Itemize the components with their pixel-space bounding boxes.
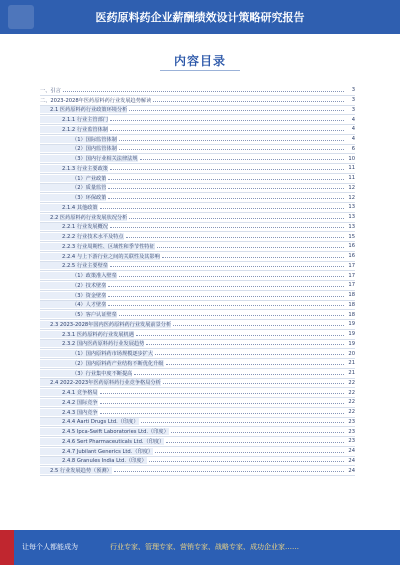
toc-row[interactable] — [40, 408, 355, 418]
toc-page-number: 17 — [348, 272, 355, 279]
toc-entry-label: 2.4.3 国内竞争 — [40, 409, 98, 416]
toc-entry-label: 2.4.8 Granules India Ltd.（印度） — [40, 457, 147, 464]
toc-page-number: 18 — [348, 292, 355, 299]
toc-entry-label: 2.3 2023-2028年国内医药原料药行业发展前景分析 — [40, 321, 171, 328]
toc-leader-dots — [155, 354, 344, 355]
toc-row[interactable] — [40, 115, 355, 125]
toc-entry-label: 2.4.7 Jubilant Generics Ltd.（印度） — [40, 448, 153, 455]
footer-left-text: 让每个人都能成为 — [22, 543, 78, 551]
toc-page-number: 4 — [351, 126, 355, 133]
page-footer — [0, 530, 400, 565]
header-title: 医药原料药企业薪酬绩效设计策略研究报告 — [95, 11, 305, 24]
toc-leader-dots — [114, 471, 344, 472]
toc-page-number: 11 — [348, 165, 355, 172]
toc-page-number: 10 — [348, 155, 355, 162]
toc-row[interactable] — [40, 457, 355, 467]
toc-page-number: 22 — [348, 379, 355, 386]
toc-row[interactable] — [40, 106, 355, 116]
logo-icon — [8, 5, 34, 29]
toc-leader-dots — [171, 432, 344, 433]
toc-page-number: 3 — [351, 97, 355, 104]
toc-page-number: 21 — [348, 360, 355, 367]
page-header — [0, 0, 400, 34]
toc-leader-dots — [173, 325, 344, 326]
toc-entry-label: 2.3.1 医药原料药行业发展机遇 — [40, 331, 134, 338]
toc-leader-dots — [149, 461, 344, 462]
toc-entry-label: （5）客户认证壁垒 — [40, 311, 117, 318]
toc-row[interactable] — [40, 437, 355, 447]
toc-page-number: 24 — [348, 467, 355, 474]
toc-page-number: 24 — [348, 457, 355, 464]
toc-page-number: 12 — [348, 184, 355, 191]
toc-page-number: 13 — [348, 214, 355, 221]
title-divider — [160, 70, 240, 71]
toc-leader-dots — [108, 198, 344, 199]
toc-row[interactable] — [40, 466, 355, 476]
toc-page-number: 22 — [348, 409, 355, 416]
toc-leader-dots — [100, 413, 344, 414]
toc-leader-dots — [110, 266, 344, 267]
toc-leader-dots — [119, 140, 344, 141]
toc-leader-dots — [100, 393, 344, 394]
toc-entry-label: （1）国际监管体制 — [40, 136, 117, 143]
toc-entry-label: 2.1.2 行业监管体制 — [40, 126, 108, 133]
toc-leader-dots — [110, 130, 344, 131]
toc-entry-label: （2）质量监管 — [40, 184, 106, 191]
toc-row[interactable] — [40, 223, 355, 233]
toc-entry-label: 2.2.3 行业周期性、区域性和季节性特征 — [40, 243, 155, 250]
table-of-contents — [40, 86, 355, 476]
toc-page-number: 20 — [348, 350, 355, 357]
toc-leader-dots — [119, 149, 344, 150]
toc-row[interactable] — [40, 154, 355, 164]
toc-entry-label: 2.4.2 国际竞争 — [40, 399, 98, 406]
toc-row[interactable] — [40, 418, 355, 428]
toc-page-number: 15 — [348, 233, 355, 240]
toc-page-number: 19 — [348, 321, 355, 328]
toc-row[interactable] — [40, 388, 355, 398]
toc-entry-label: 2.1.1 行业主管部门 — [40, 116, 108, 123]
toc-entry-label: 2.4.1 竞争格局 — [40, 389, 98, 396]
toc-entry-label: 2.1.4 其他政策 — [40, 204, 98, 211]
toc-leader-dots — [141, 422, 344, 423]
toc-page-number: 12 — [348, 194, 355, 201]
toc-row[interactable] — [40, 320, 355, 330]
toc-entry-label: 二、2023-2028年医药原料药行业发展趋势解读 — [40, 97, 152, 104]
toc-entry-label: （1）产业政策 — [40, 175, 106, 182]
toc-leader-dots — [100, 403, 344, 404]
toc-row[interactable] — [40, 398, 355, 408]
toc-row[interactable] — [40, 427, 355, 437]
toc-row[interactable] — [40, 349, 355, 359]
toc-leader-dots — [119, 276, 344, 277]
toc-entry-label: （2）技术壁垒 — [40, 282, 106, 289]
toc-leader-dots — [129, 218, 344, 219]
toc-entry-label: （3）行业集中度不断提高 — [40, 370, 132, 377]
toc-leader-dots — [129, 110, 344, 111]
toc-entry-label: （1）政策准入壁垒 — [40, 272, 117, 279]
toc-row[interactable] — [40, 369, 355, 379]
toc-row[interactable] — [40, 281, 355, 291]
toc-leader-dots — [63, 91, 344, 92]
toc-entry-label: 2.1.3 行业主要政策 — [40, 165, 108, 172]
toc-row[interactable] — [40, 232, 355, 242]
toc-leader-dots — [146, 344, 344, 345]
toc-page-number: 11 — [348, 175, 355, 182]
toc-row[interactable] — [40, 174, 355, 184]
toc-leader-dots — [110, 227, 344, 228]
toc-row[interactable] — [40, 184, 355, 194]
toc-row[interactable] — [40, 301, 355, 311]
toc-entry-label: （3）环保政策 — [40, 194, 106, 201]
toc-entry-label: 2.4.5 Ipca-Swift Laboratories Ltd.（印度） — [40, 428, 169, 435]
toc-page-number: 22 — [348, 399, 355, 406]
toc-entry-label: 2.5 行业发展趋势（预测） — [40, 467, 112, 474]
toc-entry-label: 2.4.4 Aarti Drugs Ltd.（印度） — [40, 418, 139, 425]
toc-page-number: 24 — [348, 448, 355, 455]
toc-row[interactable] — [40, 310, 355, 320]
toc-entry-label: 2.4.6 Sert Pharmaceuticals Ltd.（印度） — [40, 438, 164, 445]
toc-leader-dots — [126, 237, 344, 238]
toc-leader-dots — [136, 335, 344, 336]
toc-page-number: 18 — [348, 301, 355, 308]
toc-leader-dots — [134, 374, 344, 375]
toc-page-number: 19 — [348, 340, 355, 347]
toc-leader-dots — [157, 247, 344, 248]
footer-right-text: 行业专家、管理专家、营销专家、战略专家、成功企业家…… — [110, 543, 299, 551]
toc-entry-label: 一、引言 — [40, 87, 61, 94]
toc-page-number: 16 — [348, 243, 355, 250]
toc-page-number: 13 — [348, 204, 355, 211]
toc-page-number: 19 — [348, 331, 355, 338]
toc-entry-label: （4）人才壁垒 — [40, 301, 106, 308]
toc-leader-dots — [166, 442, 344, 443]
toc-leader-dots — [108, 296, 344, 297]
toc-row[interactable] — [40, 125, 355, 135]
toc-page-number: 13 — [348, 223, 355, 230]
toc-row[interactable] — [40, 340, 355, 350]
toc-row[interactable] — [40, 242, 355, 252]
toc-page-number: 17 — [348, 262, 355, 269]
toc-leader-dots — [155, 452, 344, 453]
toc-row[interactable] — [40, 262, 355, 272]
toc-leader-dots — [108, 305, 344, 306]
toc-page-number: 4 — [351, 116, 355, 123]
toc-leader-dots — [108, 179, 344, 180]
toc-row[interactable] — [40, 135, 355, 145]
toc-entry-label: 2.1 医药原料药行业政策环境分析 — [40, 106, 127, 113]
toc-row[interactable] — [40, 203, 355, 213]
toc-page-number: 18 — [348, 311, 355, 318]
toc-leader-dots — [166, 364, 345, 365]
toc-leader-dots — [163, 383, 344, 384]
toc-row[interactable] — [40, 96, 355, 106]
toc-page-number: 17 — [348, 282, 355, 289]
toc-page-number: 3 — [351, 87, 355, 94]
toc-entry-label: 2.2.2 行业技术水平及特点 — [40, 233, 124, 240]
toc-leader-dots — [110, 120, 344, 121]
toc-row[interactable] — [40, 330, 355, 340]
toc-page-number: 22 — [348, 389, 355, 396]
toc-row[interactable] — [40, 379, 355, 389]
toc-entry-label: 2.3.2 国内医药原料药行业发展趋势 — [40, 340, 144, 347]
toc-entry-label: 2.2.1 行业发展概况 — [40, 223, 108, 230]
toc-leader-dots — [108, 188, 344, 189]
toc-row[interactable] — [40, 164, 355, 174]
toc-entry-label: （3）资金壁垒 — [40, 292, 106, 299]
toc-leader-dots — [108, 286, 344, 287]
toc-row[interactable] — [40, 145, 355, 155]
toc-entry-label: 2.4 2022-2023年医药原料药行业竞争格局分析 — [40, 379, 161, 386]
toc-entry-label: 2.2.5 行业主要壁垒 — [40, 262, 108, 269]
toc-row[interactable] — [40, 359, 355, 369]
toc-page-number: 16 — [348, 253, 355, 260]
toc-page-number: 6 — [351, 145, 355, 152]
footer-badge — [0, 530, 14, 565]
toc-leader-dots — [100, 208, 344, 209]
toc-row[interactable] — [40, 86, 355, 96]
toc-entry-label: 2.2.4 与上下游行业之间的关联性及其影响 — [40, 253, 160, 260]
toc-entry-label: 2.2 医药原料药行业发展状况分析 — [40, 214, 127, 221]
toc-page-number: 23 — [348, 418, 355, 425]
toc-page-number: 23 — [348, 438, 355, 445]
toc-row[interactable] — [40, 213, 355, 223]
toc-page-number: 21 — [348, 370, 355, 377]
toc-title: 内容目录 — [173, 54, 226, 68]
toc-row[interactable] — [40, 252, 355, 262]
toc-leader-dots — [110, 169, 344, 170]
toc-leader-dots — [140, 159, 344, 160]
toc-entry-label: （2）国内监管体制 — [40, 145, 117, 152]
toc-row[interactable] — [40, 193, 355, 203]
toc-page-number: 4 — [351, 136, 355, 143]
toc-leader-dots — [153, 101, 344, 102]
toc-entry-label: （1）国内原料药市场规模逐步扩大 — [40, 350, 153, 357]
toc-leader-dots — [119, 315, 344, 316]
toc-page-number: 3 — [351, 106, 355, 113]
toc-entry-label: （2）国内原料药产业结构不断优化升级 — [40, 360, 164, 367]
toc-entry-label: （3）国内行业相关法律法规 — [40, 155, 138, 162]
toc-row[interactable] — [40, 271, 355, 281]
toc-row[interactable] — [40, 447, 355, 457]
toc-row[interactable] — [40, 291, 355, 301]
toc-leader-dots — [162, 257, 344, 258]
toc-page-number: 23 — [348, 428, 355, 435]
